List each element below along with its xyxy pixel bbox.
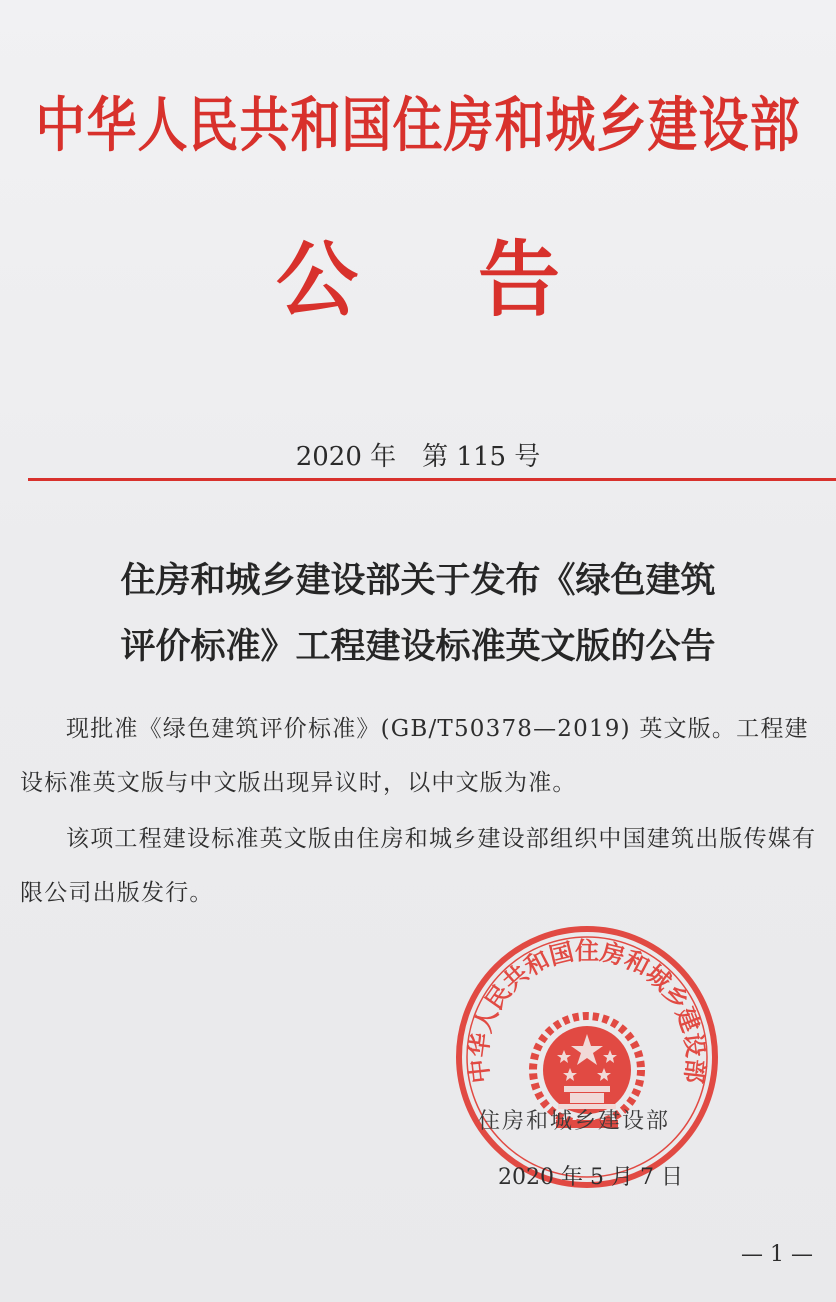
page-number: — 1 — [741, 1242, 813, 1267]
body-paragraph-2: 该项工程建设标准英文版由住房和城乡建设部组织中国建筑出版传媒有限公司出版发行。 [20, 826, 817, 906]
notice-title [40, 548, 796, 680]
body-paragraph-1: 现批准《绿色建筑评价标准》(GB/T50378—2019) 英文版。工程建设标准英文版与中文版出现异议时，以中文版为准。 [20, 716, 809, 796]
official-seal-icon [452, 922, 722, 1192]
document-type: 公告 [275, 232, 680, 328]
document-number: 2020 年 第 115 号 [295, 442, 541, 472]
seal-ring-text: 中华人民共和国住房和城乡建设部 [464, 937, 710, 1085]
red-divider-line [28, 478, 836, 481]
signer-name: 住房和城乡建设部 [478, 1109, 671, 1134]
notice-title-line-2: 评价标准》工程建设标准英文版的公告 [120, 627, 716, 667]
signature-date: 2020 年 5 月 7 日 [498, 1165, 683, 1190]
issuer-name: 中华人民共和国住房和城乡建设部 [35, 89, 801, 160]
notice-title-line-1: 住房和城乡建设部关于发布《绿色建筑 [120, 561, 716, 601]
